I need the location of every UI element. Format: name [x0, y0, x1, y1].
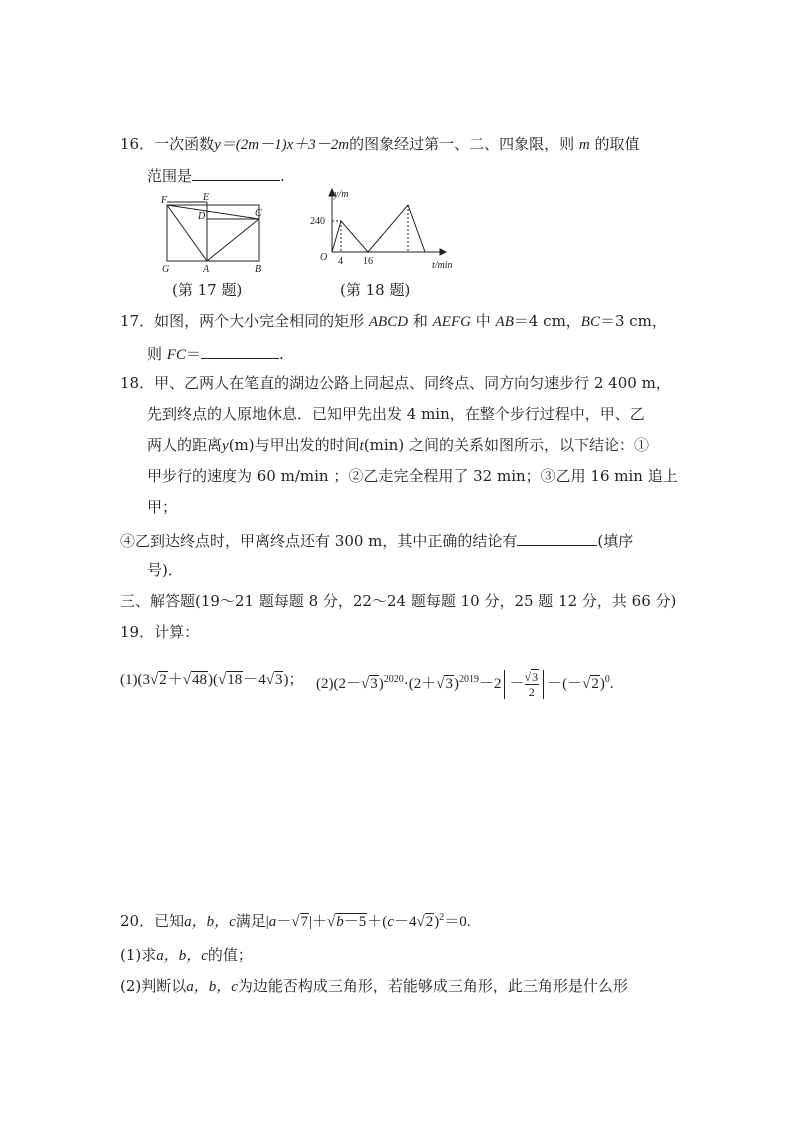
q16-formula: y＝(2m－1)x＋3－2m [214, 137, 350, 153]
q20-line3-b: 为边能否构成三角形，若能够成三角形，此三角形是什么形 [237, 977, 628, 995]
section-3-heading: 三、解答题(19～21 题每题 8 分，22～24 题每题 10 分，25 题 12 分，共 66 分) [120, 592, 677, 610]
y-tick-240: 240 [310, 216, 325, 227]
rect-abcd [207, 205, 259, 261]
label-f: F [161, 195, 168, 206]
q19-p1-label: (1) [120, 672, 138, 688]
q16-suffix: 的图象经过第一、二、四象限，则 [349, 135, 575, 153]
q18-line6-a: ④乙到达终点时，甲离终点还有 300 m，其中正确的结论有 [120, 532, 518, 550]
q18-line3-b: (m)与甲出发的时间 [228, 436, 360, 454]
q17-bc-val: ＝3 cm， [599, 312, 667, 330]
q20-equation: $|a-√7|+√b-5+(c-4√2)^2=0$. [265, 912, 471, 930]
q20-line2-end: 的值； [207, 946, 253, 964]
q18-line4: 甲步行的速度为 60 m/min ；②乙走完全程用了 32 min；③乙用 16 min 追上 [147, 467, 678, 485]
q16-prefix: 16．一次函数 [120, 135, 215, 153]
q17-end: . [278, 345, 284, 363]
q20-line2-a: (1)求 [120, 946, 157, 964]
q19-part2: $(2)(2-√3)^{2020}\cdot(2+√3)^{2019}-2$ － $\frac{√3}{2}$ $-(-√2)^0$. [316, 670, 614, 700]
q20-line3 [120, 976, 628, 997]
q18-line7: 号)． [147, 561, 183, 579]
caption-17: (第 17 题) [172, 281, 243, 299]
x-axis-label: t/min [432, 260, 453, 271]
q18-line3-a: 两人的距离 [147, 436, 223, 454]
label-b: B [255, 264, 262, 274]
q19-p2-label: (2) [316, 676, 334, 692]
y-axis-label: y/m [334, 189, 349, 200]
q20-vars: a，b，c [184, 914, 236, 930]
q16-line1 [120, 134, 640, 155]
q19-abs: － $\frac{√3}{2}$ [504, 670, 544, 699]
label-e: E [203, 192, 210, 203]
q17-line1 [120, 311, 667, 332]
q17-answer-blank[interactable] [201, 342, 279, 359]
q18-y: y [222, 438, 229, 454]
q18-t: t [359, 438, 364, 454]
q18-line6-b: (填序 [597, 532, 634, 550]
figure-17 [158, 192, 273, 274]
line-fc [167, 205, 259, 219]
q17-ab: AB [495, 314, 514, 330]
q16-var: m [578, 137, 590, 153]
q17-mid: 中 [475, 312, 491, 330]
q16-end: 的取值 [594, 135, 640, 153]
q18-line3 [147, 435, 649, 456]
q17-bc: BC [580, 314, 600, 330]
q20-vars-3: a，b，c [186, 979, 238, 995]
q16-answer-blank[interactable] [192, 164, 280, 181]
q20-line2 [120, 945, 253, 966]
caption-18: (第 18 题) [340, 281, 411, 299]
x-tick-4: 4 [338, 256, 343, 267]
q17-then: 则 [147, 345, 163, 363]
q20-line1-b: 满足 [235, 912, 266, 930]
q18-line2: 先到终点的人原地休息．已知甲先出发 4 min，在整个步行过程中，甲、乙 [147, 405, 645, 423]
q18-line5: 甲； [147, 498, 178, 516]
q17-rect2: AEFG [432, 314, 471, 330]
figure-18 [308, 186, 468, 274]
x-tick-16: 16 [363, 256, 373, 267]
distance-line [332, 205, 425, 252]
q20-line1 [120, 908, 470, 932]
q18-answer-blank[interactable] [517, 529, 597, 546]
label-g: G [162, 264, 170, 274]
q17-line2 [147, 342, 284, 365]
q16-line2 [147, 164, 285, 186]
q16-line2-end: . [280, 167, 285, 185]
q17-ab-val: ＝4 cm， [513, 312, 581, 330]
q20-vars-2: a，b，c [156, 948, 208, 964]
x-axis-arrow [440, 249, 446, 255]
origin-label: O [320, 252, 328, 263]
q19-title: 19．计算： [120, 623, 200, 641]
q18-line6 [120, 529, 633, 551]
q17-text: 17．如图，两个大小完全相同的矩形 [120, 312, 365, 330]
q17-eq: ＝ [185, 345, 201, 363]
q16-line2-text: 范围是 [147, 167, 193, 185]
q18-line3-c: (min) 之间的关系如图所示，以下结论：① [363, 436, 649, 454]
q18-line1: 18．甲、乙两人在笔直的湖边公路上同起点、同终点、同方向匀速步行 2 400 m， [120, 374, 671, 392]
label-c: C [255, 208, 262, 219]
q20-line3-a: (2)判断以 [120, 977, 187, 995]
label-d: D [198, 211, 206, 222]
q17-and: 和 [412, 312, 428, 330]
q17-fc: FC [166, 347, 186, 363]
line-ac [207, 219, 259, 261]
q17-rect1: ABCD [368, 314, 409, 330]
label-a: A [203, 264, 210, 274]
q20-line1-a: 20．已知 [120, 912, 185, 930]
q19-part1: (1)(3√2＋√48)(√18－4√3)； [120, 672, 304, 688]
